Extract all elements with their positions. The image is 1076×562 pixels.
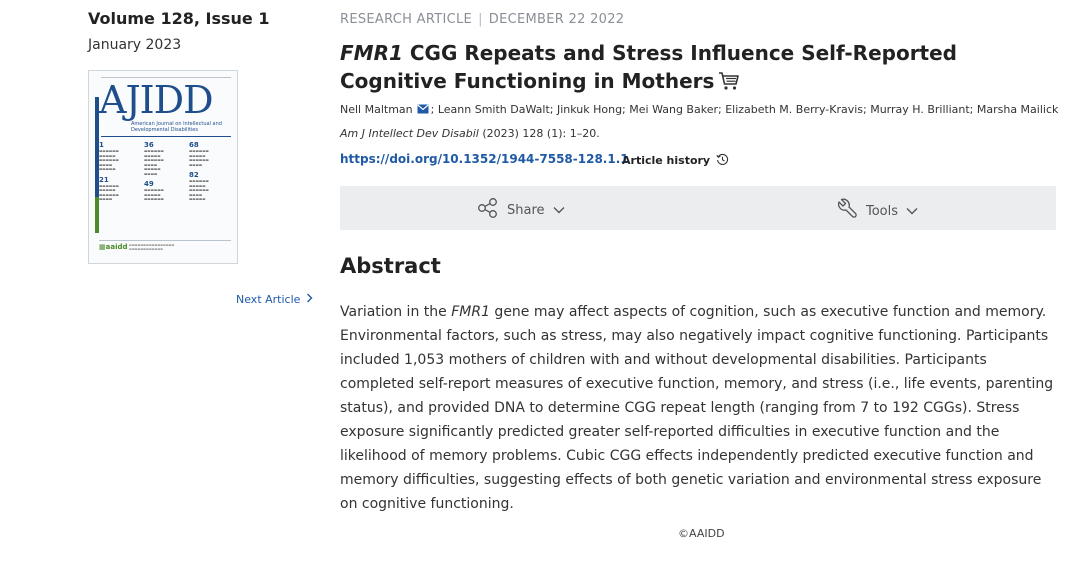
chevron-down-icon — [906, 204, 918, 219]
copyright-notice: ©AAIDD — [678, 527, 725, 540]
article-title — [340, 39, 1040, 98]
citation-details: (2023) 128 (1): 1–20. — [478, 127, 600, 140]
issue-volume[interactable]: Volume 128, Issue 1 — [88, 9, 270, 28]
author-corresponding[interactable]: Nell Maltman — [340, 103, 413, 116]
title-text: CGG Repeats and Stress Influence Self-Reported Cognitive Functioning in Mothers — [340, 41, 958, 93]
issue-date: January 2023 — [88, 37, 182, 53]
cover-accent-bar-green — [95, 197, 99, 233]
tools-label: Tools — [866, 203, 899, 219]
share-label: Share — [507, 202, 545, 218]
cover-logo: AJIDD — [99, 78, 213, 122]
abstract-text-start: Variation in the — [340, 304, 452, 320]
cover-toc-col-3: 68 ▬▬▬▬▬▬ ▬▬▬▬▬ ▬▬▬▬▬▬ ▬▬▬▬ 82 ▬▬▬▬▬▬ ▬▬▬▬▬ ▬▬▬▬▬▬ ▬▬▬▬ ▬▬▬▬▬ — [189, 141, 227, 202]
next-article-link[interactable] — [236, 293, 313, 306]
cover-toc-number: 21 — [99, 175, 109, 184]
cover-toc-number: 82 — [189, 171, 199, 179]
title-gene: FMR1 — [340, 41, 403, 65]
article-meta — [340, 12, 624, 27]
cover-toc-col-1: 1 ▬▬▬▬▬▬ ▬▬▬▬▬ ▬▬▬▬▬▬ ▬▬▬▬ ▬▬▬▬▬ 21 ▬▬▬▬▬▬ ▬▬▬▬▬ ▬▬▬▬▬▬ ▬▬▬▬ — [99, 141, 137, 202]
cover-publisher-logo: ▦aaidd — [99, 243, 128, 251]
cover-toc-number: 68 — [189, 141, 199, 149]
author-others[interactable]: ; Leann Smith DaWalt; Jinkuk Hong; Mei Wang Baker; Elizabeth M. Berry-Kravis; Murray H. Brilliant; Marsha Mailick — [430, 103, 1059, 116]
journal-name: Am J Intellect Dev Disabil — [340, 127, 479, 140]
article-type: RESEARCH ARTICLE — [340, 12, 473, 27]
article-toolbar — [340, 186, 1056, 230]
share-button[interactable] — [477, 198, 565, 222]
cover-publisher-note: ▬▬▬▬▬▬▬▬▬▬▬▬▬▬▬▬ ▬▬▬▬▬▬▬▬▬▬▬▬ — [129, 243, 175, 251]
article-date: DECEMBER 22 2022 — [488, 12, 625, 27]
journal-cover-image[interactable] — [88, 70, 238, 264]
meta-separator: | — [478, 12, 483, 27]
article-history-label: Article history — [622, 154, 711, 167]
abstract-heading: Abstract — [340, 254, 441, 278]
cover-toc-number: 49 — [144, 180, 154, 188]
share-icon — [477, 198, 499, 222]
author-list — [340, 103, 1058, 117]
abstract-gene: FMR1 — [451, 304, 490, 320]
cover-toc-col-2: 36 ▬▬▬▬▬▬ ▬▬▬▬▬ ▬▬▬▬▬▬ ▬▬▬▬ ▬▬▬▬▬ ▬▬▬▬ 49 ▬▬▬▬▬▬ ▬▬▬▬▬ ▬▬▬▬▬▬ — [144, 141, 182, 202]
history-icon — [716, 153, 729, 169]
cover-subtitle: American Journal on Intellectual and Developmental Disabilities — [131, 121, 222, 133]
cover-toc-number: 36 — [144, 141, 154, 149]
tools-button[interactable] — [836, 198, 918, 224]
mail-icon[interactable] — [417, 104, 429, 117]
next-article-label: Next Article — [236, 293, 301, 306]
abstract-text — [340, 300, 1058, 516]
citation — [340, 127, 600, 140]
article-history-button[interactable] — [622, 153, 729, 169]
cart-icon[interactable] — [718, 70, 740, 98]
abstract-text-body: gene may affect aspects of cognition, such as executive function and memory. Environmental factors, such as stress, may also negatively impact cognitive functioning. Participants included 1,053 mothers of children with and without developmental disabilities. Participants completed self-report measures of executive function, memory, and stress (i.e., life events, parenting status), and provided DNA to determine CGG repeat length (ranging from 7 to 192 CGGs). Stress exposure significantly predicted greater self-reported difficulties in executive function and the likelihood of memory problems. Cubic CGG effects independently predicted executive function and memory difficulties, suggesting effects of both genetic variation and environmental stress exposure on cognitive functioning. — [340, 304, 1054, 512]
cover-toc-number: 1 — [99, 141, 104, 149]
cover-footer-line — [99, 240, 231, 241]
wrench-icon — [836, 198, 858, 224]
doi-link[interactable]: https://doi.org/10.1352/1944-7558-128.1.1 — [340, 152, 629, 166]
cover-rule — [101, 136, 231, 137]
chevron-down-icon — [553, 203, 565, 218]
chevron-right-icon — [306, 293, 313, 306]
